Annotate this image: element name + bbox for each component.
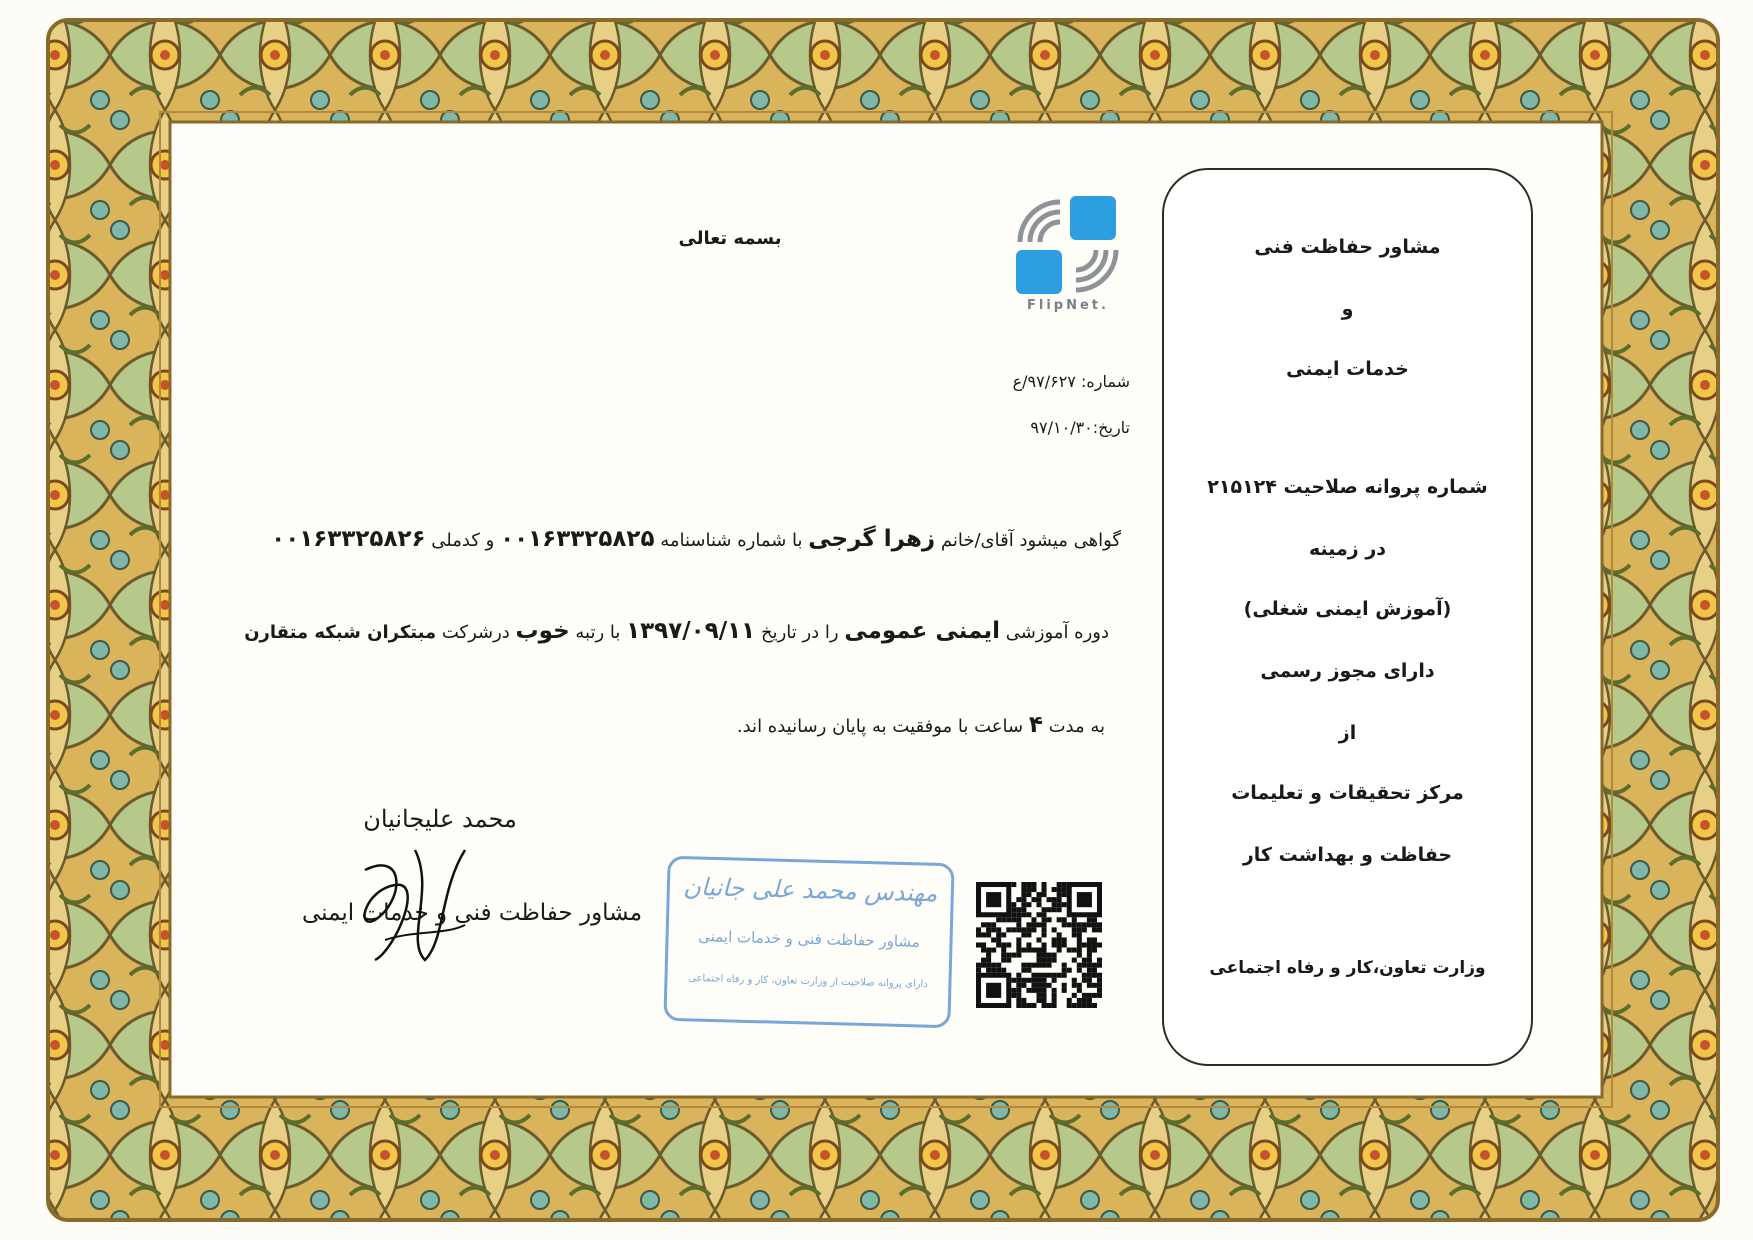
panel-center-1: مرکز تحقیقات و تعلیمات	[1231, 782, 1464, 804]
panel-license-number: شماره پروانه صلاحیت ۲۱۵۱۲۴	[1207, 476, 1488, 498]
body-line-2	[244, 618, 1109, 644]
signer-title: مشاور حفاظت فنی و خدمات ایمنی	[301, 900, 643, 926]
line3-text-a: به مدت	[1042, 716, 1105, 737]
panel-title-2: خدمات ایمنی	[1286, 358, 1409, 380]
accreditation-panel	[1162, 168, 1533, 1066]
qr-code-icon	[976, 882, 1102, 1008]
stamp-line-1: مهندس محمد علی جانیان	[683, 872, 938, 908]
line2-text-d: درشرکت	[436, 622, 516, 643]
id-number: ۰۰۱۶۳۳۲۵۸۲۵	[500, 526, 655, 552]
line1-text-c: و کدملی	[425, 530, 501, 551]
line1-text-b: با شماره شناسنامه	[654, 530, 809, 551]
panel-center-2: حفاظت و بهداشت کار	[1242, 844, 1453, 866]
panel-field: (آموزش ایمنی شغلی)	[1243, 598, 1452, 620]
grade: خوب	[515, 618, 570, 644]
invocation-text: بسمه تعالی	[678, 228, 782, 249]
certificate-number: شماره: ۹۷/۶۲۷/ع	[1012, 372, 1130, 391]
body-line-1	[271, 526, 1121, 552]
stamp-line-2: مشاور حفاظت فنی و خدمات ایمنی	[697, 927, 921, 951]
line2-text-a: دوره آموزشی	[1000, 622, 1109, 643]
panel-field-label: در زمینه	[1308, 538, 1387, 560]
stamp-line-3: دارای پروانه صلاحیت از وزارت تعاون، کار و رفاه اجتماعی	[688, 972, 928, 991]
national-code: ۰۰۱۶۳۳۲۵۸۲۶	[271, 526, 426, 552]
signer-name: محمد علیجانیان	[363, 805, 517, 833]
panel-and: و	[1341, 298, 1354, 320]
certificate-date: تاریخ:۹۷/۱۰/۳۰	[1030, 418, 1130, 437]
duration-hours: ۴	[1028, 712, 1043, 738]
course-date: ۱۳۹۷/۰۹/۱۱	[626, 618, 756, 644]
body-line-3	[737, 712, 1105, 738]
course-name: ایمنی عمومی	[844, 618, 1000, 644]
logo-wordmark: FlipNet.	[1027, 298, 1109, 313]
panel-from: از	[1338, 722, 1357, 744]
line2-text-b: را در تاریخ	[755, 622, 845, 643]
official-stamp	[662, 854, 956, 1030]
panel-official: دارای مجوز رسمی	[1260, 660, 1435, 682]
handwritten-signature	[345, 830, 485, 970]
panel-title-1: مشاور حفاظت فنی	[1254, 236, 1441, 258]
line3-text-b: ساعت با موفقیت به پایان رسانیده اند.	[736, 716, 1029, 737]
line2-text-c: با رتبه	[569, 622, 627, 643]
line1-text-a: گواهی میشود آقای/خانم	[935, 530, 1121, 551]
recipient-name: زهرا گرجی	[808, 526, 936, 552]
panel-ministry: وزارت تعاون،کار و رفاه اجتماعی	[1209, 958, 1486, 978]
company-name: مبتکران شبکه متقارن	[244, 622, 437, 643]
